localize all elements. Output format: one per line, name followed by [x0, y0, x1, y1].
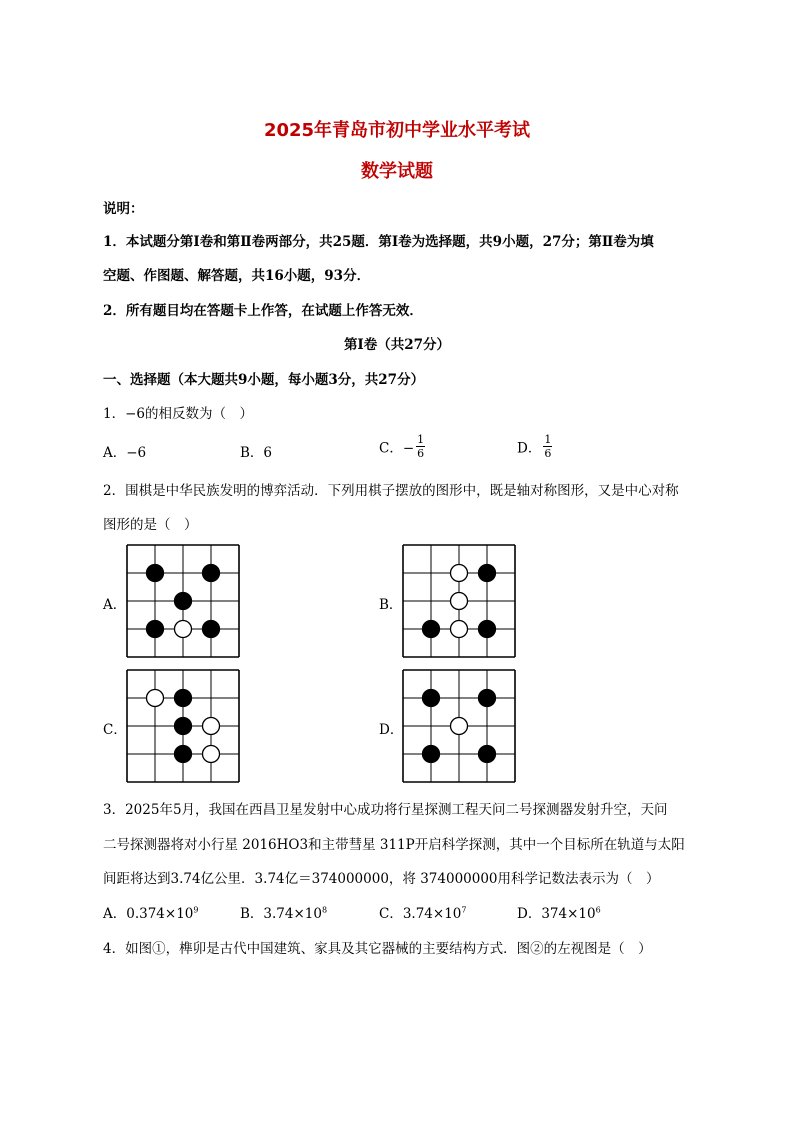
black-stone: [423, 746, 440, 763]
white-stone: [451, 718, 468, 735]
white-stone: [175, 621, 192, 638]
q1-option-d-fraction: [543, 433, 552, 460]
q3-option-c-base: C．3.74×10: [379, 906, 462, 922]
q3-option-a-base: A．0.374×10: [103, 906, 194, 922]
q3-stem-line-2: 二号探测器将对小行星 2016HO3和主带彗星 311P开启科学探测，其中一个目标所在轨道与太阳: [103, 837, 685, 853]
black-stone: [175, 718, 192, 735]
black-stone: [203, 565, 220, 582]
q3-option-c-exponent: 7: [461, 905, 467, 915]
q1-option-c-numerator: 1: [417, 433, 425, 446]
q2-option-a-label: A．: [103, 597, 127, 613]
instructions-label: 说明：: [103, 201, 144, 217]
white-stone: [203, 718, 220, 735]
q1-option-d: [517, 433, 552, 460]
q3-option-d-exponent: 6: [595, 905, 601, 915]
instruction-1-line-1: 1．本试题分第Ⅰ卷和第Ⅱ卷两部分，共25题．第Ⅰ卷为选择题，共9小题，27分；第Ⅱ卷为填: [103, 234, 654, 250]
exam-subtitle: 数学试题: [361, 161, 433, 182]
q1-option-b: B．6: [240, 445, 273, 461]
q3-option-d-base: D．374×10: [517, 906, 596, 922]
instruction-2: 2．所有题目均在答题卡上作答，在试题上作答无效．: [103, 303, 423, 319]
q2-stem-line-2: 图形的是（ ）: [103, 517, 198, 533]
black-stone: [175, 690, 192, 707]
white-stone: [451, 565, 468, 582]
part-1-heading: 第Ⅰ卷（共27分）: [343, 337, 451, 353]
black-stone: [479, 690, 496, 707]
q1-option-c-denominator: 6: [417, 447, 425, 460]
q2-option-c-label: C．: [103, 722, 127, 738]
black-stone: [203, 621, 220, 638]
q2-option-b-label: B．: [379, 597, 403, 613]
white-stone: [451, 621, 468, 638]
black-stone: [175, 746, 192, 763]
black-stone: [479, 746, 496, 763]
q1-option-c-prefix: C．−: [379, 440, 415, 457]
q1-option-c: [379, 433, 425, 460]
q3-option-d: [517, 902, 601, 922]
q2-board-a: [126, 544, 241, 658]
q1-option-d-denominator: 6: [544, 447, 552, 460]
q1-option-d-prefix: D．: [517, 440, 542, 457]
q2-option-d-label: D．: [379, 722, 404, 738]
black-stone: [175, 593, 192, 610]
q2-board-c: [126, 669, 241, 783]
q3-option-a-exponent: 9: [193, 905, 199, 915]
q3-option-b-exponent: 8: [321, 905, 328, 915]
q3-option-b: [240, 902, 327, 922]
black-stone: [479, 621, 496, 638]
black-stone: [147, 565, 164, 582]
black-stone: [479, 565, 496, 582]
q3-option-a: [103, 902, 198, 922]
q1-option-c-fraction: [416, 433, 425, 460]
q2-stem-line-1: 2．围棋是中华民族发明的博弈活动．下列用棋子摆放的图形中，既是轴对称图形，又是中心对称: [103, 483, 679, 499]
q3-option-b-base: B．3.74×10: [240, 906, 322, 922]
q3-option-c: [379, 902, 466, 922]
white-stone: [203, 746, 220, 763]
q1-option-a: A．−6: [103, 445, 147, 461]
q3-stem-line-3: 间距将达到3.74亿公里．3.74亿＝374000000，将 374000000用科学记数法表示为（ ）: [103, 871, 660, 887]
black-stone: [423, 621, 440, 638]
exam-title: 2025年青岛市初中学业水平考试: [263, 120, 531, 141]
q1-stem: 1．−6的相反数为（ ）: [103, 406, 253, 422]
q3-stem-line-1: 3．2025年5月，我国在西昌卫星发射中心成功将行星探测工程天问二号探测器发射升空，天问: [103, 802, 668, 818]
white-stone: [451, 593, 468, 610]
white-stone: [147, 690, 164, 707]
section-heading: 一、选择题（本大题共9小题，每小题3分，共27分）: [103, 372, 425, 388]
black-stone: [423, 690, 440, 707]
q1-option-d-numerator: 1: [544, 433, 552, 446]
q2-board-d: [402, 669, 517, 783]
q4-stem: 4．如图①，榫卯是古代中国建筑、家具及其它器械的主要结构方式．图②的左视图是（ ）: [103, 941, 652, 957]
black-stone: [147, 621, 164, 638]
q2-board-b: [402, 544, 517, 658]
instruction-1-line-2: 空题、作图题、解答题，共16小题，93分．: [103, 268, 371, 284]
